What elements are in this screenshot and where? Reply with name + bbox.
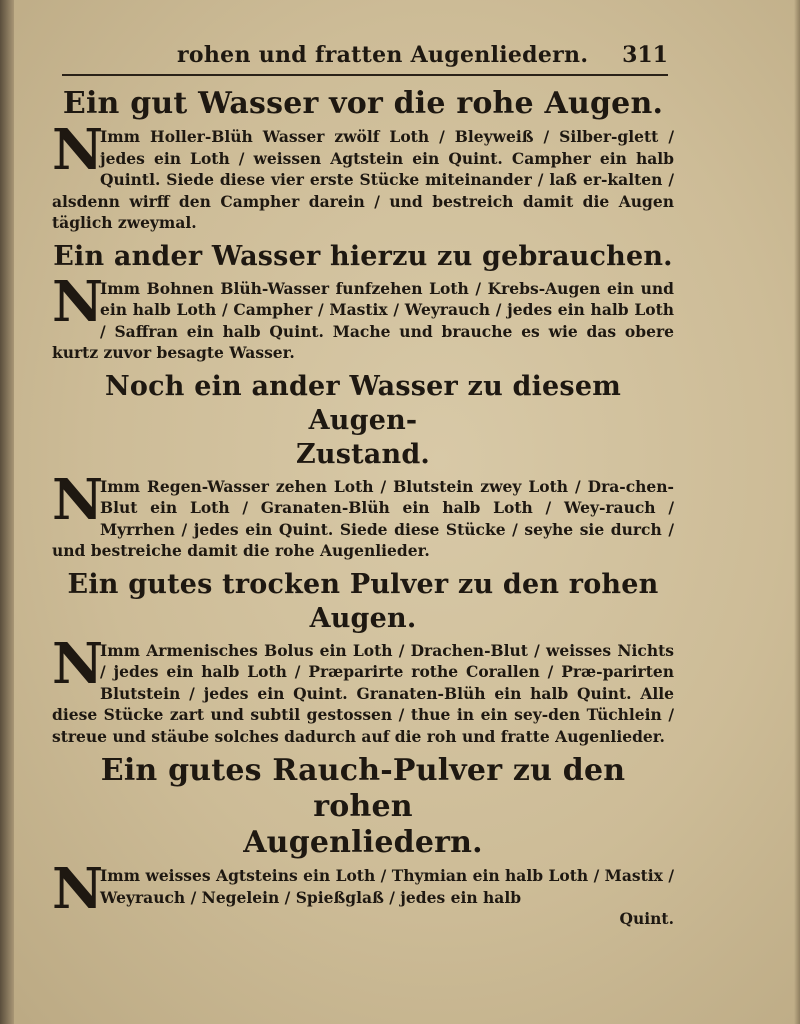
section-heading-line-1: Ein gutes trocken Pulver zu den rohen — [67, 568, 659, 600]
section-recipe-3 — [52, 370, 674, 562]
page-number: 311 — [622, 42, 668, 68]
section-heading: Ein ander Wasser hierzu zu gebrauchen. — [53, 240, 673, 272]
section-paragraph — [52, 856, 674, 930]
drop-initial: N — [52, 466, 104, 533]
section-heading-line-2: Augen. — [309, 602, 417, 634]
paragraph-text: Imm weisses Agtsteins ein Loth / Thymian ein halb Loth / Mastix / Weyrauch / Negelein / Spießglaß / jedes ein halb — [100, 866, 674, 907]
section-heading — [52, 568, 674, 636]
drop-initial: N — [52, 630, 104, 697]
running-head — [62, 42, 668, 76]
paragraph-text: Imm Bohnen Blüh-Wasser funfzehen Loth / Krebs-Augen ein und ein halb Loth / Campher / Mastix / Weyrauch / jedes ein halb Loth / Saffran ein halb Quint. Mache und brauche es wie das obere kurtz zuvor besagte Wasser. — [52, 278, 674, 362]
section-recipe-4 — [52, 568, 674, 748]
section-paragraph — [52, 630, 674, 748]
page-content — [52, 84, 674, 936]
section-recipe-5 — [52, 753, 674, 930]
section-heading — [52, 370, 674, 472]
running-head-title: rohen und fratten Augenliedern. — [177, 42, 589, 68]
section-heading-line-1: Ein gutes Rauch-Pulver zu den rohen — [100, 753, 626, 824]
drop-initial: N — [52, 268, 104, 335]
drop-initial: N — [52, 856, 104, 922]
page-gutter-shadow — [0, 0, 14, 1024]
section-paragraph — [52, 117, 674, 234]
section-paragraph — [52, 466, 674, 562]
section-heading — [52, 753, 674, 861]
paragraph-text: Imm Holler-Blüh Wasser zwölf Loth / Bleyweiß / Silber-glett / jedes ein Loth / weissen Agtstein ein Quint. Campher ein halb Quintl. Siede diese vier erste Stücke miteinander / laß er-kalten / alsdenn wirff den Campher darein / und bestreich damit die Augen täglich zweymal. — [52, 127, 674, 232]
paragraph-text: Imm Regen-Wasser zehen Loth / Blutstein zwey Loth / Dra-chen-Blut ein Loth / Granaten-Blüh ein halb Loth / Wey-rauch / Myrrhen / jedes ein Quint. Siede diese Stücke / seyhe sie durch / und bestreiche damit die rohe Augenlieder. — [52, 476, 674, 560]
section-recipe-1 — [52, 86, 674, 234]
drop-initial: N — [52, 117, 104, 183]
section-heading-line-2: Augenliedern. — [243, 825, 483, 860]
section-paragraph — [52, 268, 674, 364]
section-recipe-2 — [52, 240, 674, 364]
section-heading-line-2: Zustand. — [295, 438, 431, 470]
section-heading-line-1: Noch ein ander Wasser zu diesem Augen- — [105, 370, 621, 436]
paragraph-text: Imm Armenisches Bolus ein Loth / Drachen-Blut / weisses Nichts / jedes ein halb Loth / Præparirte rothe Corallen / Præ-parirten Blutstein / jedes ein Quint. Granaten-Blüh ein halb Quint. Alle diese Stücke zart und subtil gestossen / thue in ein sey-den Tüchlein / streue und stäube solches dadurch auf die roh und fratte Augenlieder. — [52, 640, 674, 746]
paragraph-trailing-word: Quint. — [619, 909, 674, 928]
page-edge-shadow — [794, 0, 800, 1024]
section-heading: Ein gut Wasser vor die rohe Augen. — [62, 86, 664, 121]
